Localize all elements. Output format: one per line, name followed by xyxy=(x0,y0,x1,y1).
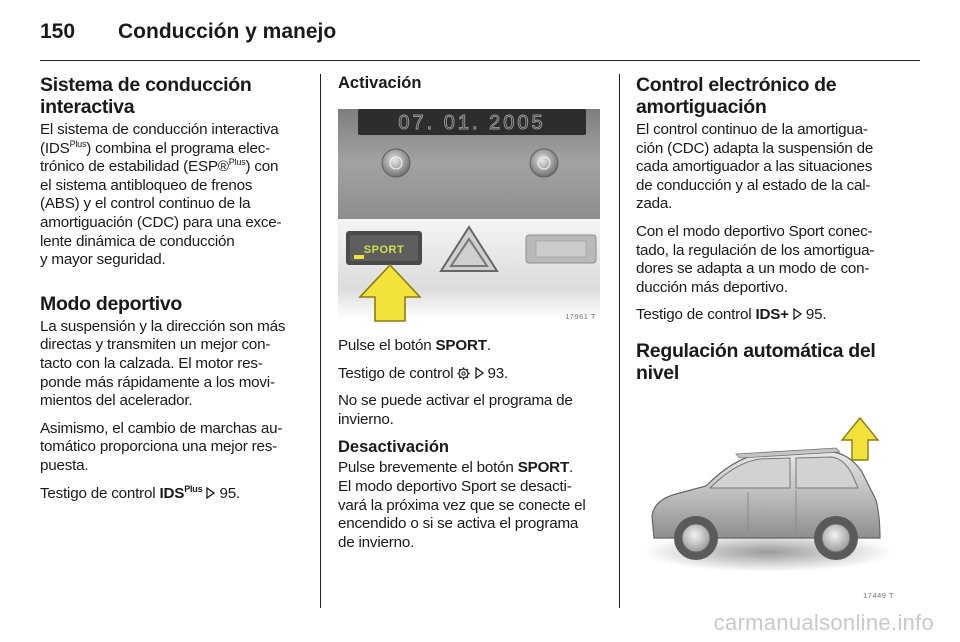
section-heading-activation: Activación xyxy=(338,74,422,92)
sport-paragraph-2: Asimismo, el cambio de marchas au- tomático proporciona una mejor res- puesta. xyxy=(40,419,283,474)
car-level-figure xyxy=(636,392,898,602)
ids-paragraph: El sistema de conducción interactiva $(IDS^{Plus})$ combina el programa elec- trónico de estabilidad (ESP®$^{Plus}$) con el sistema antibloqueo de frenos (ABS) y el control continuo de la amortiguación (CDC) para una exce- lente dinámica de conducción y mayor seguridad. xyxy=(40,121,282,269)
figure-code: 17961 T xyxy=(565,312,596,321)
column-divider xyxy=(619,74,620,608)
winter-note: No se puede activar el programa de invierno. xyxy=(338,392,573,428)
watermark: carmanualsonline.info xyxy=(713,610,934,635)
press-sport-instruction: Pulse el botón SPORT. xyxy=(338,337,491,354)
column-left xyxy=(40,74,306,512)
sport-button-label: SPORT xyxy=(363,244,405,256)
page-reference-icon xyxy=(793,308,802,320)
dashboard-display-text: 07. 01. 2005 xyxy=(398,112,546,134)
deactivation-paragraph: Pulse brevemente el botón SPORT. El modo deportivo Sport se desacti- vará la próxima vez que se conecte el encendido o si se activa el programa de invierno. xyxy=(338,459,586,551)
chapter-title: Conducción y manejo xyxy=(118,20,337,43)
section-heading-deactivation: Desactivación xyxy=(338,438,449,457)
cdc-paragraph-2: Con el modo deportivo Sport conec- tado, la regulación de los amortigua- dores se adapta a un modo de con- ducción más deportivo. xyxy=(636,222,875,296)
page-reference-icon xyxy=(475,367,484,379)
testigo-ids-plus-cdc: Testigo de control IDS+ 95. xyxy=(636,306,827,324)
sport-button-figure xyxy=(338,109,600,325)
page-number: 150 xyxy=(40,20,76,43)
car-illustration xyxy=(636,392,898,602)
column-divider xyxy=(320,74,321,608)
page-header xyxy=(40,18,920,61)
section-heading-ids: Sistema de conducción interactiva xyxy=(40,74,252,118)
section-heading-level-control: Regulación automática del nivel xyxy=(636,339,876,384)
column-middle xyxy=(338,74,604,561)
cdc-paragraph-1: El control continuo de la amortigua- ción (CDC) adapta la suspensión de cada amortiguador a las situaciones de conducción y al estado de la cal- zada. xyxy=(636,121,874,213)
figure-code: 17449 T xyxy=(863,590,894,600)
page-reference-icon xyxy=(206,487,215,499)
testigo-sport: Testigo de control 93. xyxy=(338,364,509,382)
section-heading-cdc: Control electrónico de amortiguación xyxy=(636,74,837,118)
column-right xyxy=(636,74,902,602)
dashboard-illustration xyxy=(338,109,600,325)
section-heading-sport-mode: Modo deportivo xyxy=(40,292,183,315)
testigo-ids-plus: Testigo de control $IDS^{Plus}$ 95. xyxy=(40,483,240,502)
sport-paragraph-1: La suspensión y la dirección son más directas y transmiten un mejor con- tacto con la calzada. El motor res- ponde más rápidamente a los movi- mientos del acelerador. xyxy=(40,317,286,410)
sport-mode-gear-icon xyxy=(457,367,470,380)
